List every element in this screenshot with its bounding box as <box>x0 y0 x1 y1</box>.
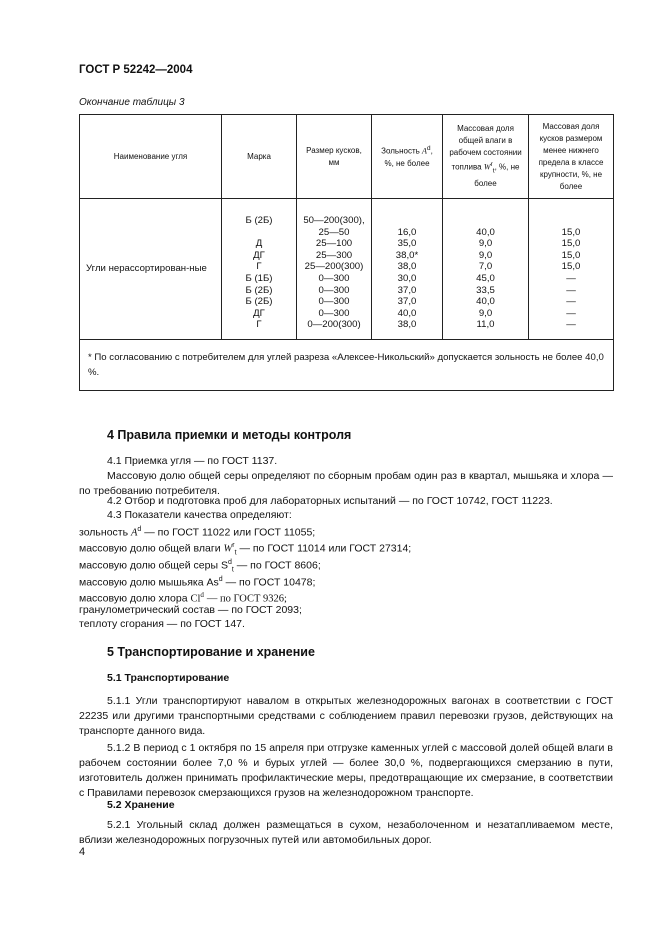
table-cell: 11,0 <box>476 319 495 331</box>
table-cell: 38,0 <box>397 261 417 273</box>
table-cell: 25—50 <box>318 226 350 238</box>
table-cell: 50—200(300), <box>303 215 365 226</box>
table-cell: 30,0 <box>397 272 417 284</box>
table-cell: 0—200(300) <box>307 319 361 331</box>
para-4-1-sulfur: Массовую долю общей серы определяют по сборным пробам один раз в квартал, мышьяка и хлора — по требованию потребителя. <box>79 470 613 497</box>
list-arsenic: массовую долю мышьяка As$^d$ — по ГОСТ 10478; <box>79 576 316 589</box>
table-cell: 0—300 <box>318 296 350 308</box>
header-size: Размер кусков, мм <box>297 115 372 199</box>
table-cell: 38,0* <box>395 249 419 261</box>
header-ash: Зольность $A^d$, %, не более <box>372 115 443 199</box>
subsection-5-1: 5.1 Транспортирование <box>107 672 230 684</box>
table-header-row <box>80 115 614 199</box>
header-grade: Марка <box>222 115 297 199</box>
table-cell: 0—300 <box>318 284 350 296</box>
para-5-1-2: 5.1.2 В период с 1 октября по 15 апреля при отгрузке каменных углей с массовой долей общей влаги в рабочем состоянии более 7,0 % и бурых углей — более 30,0 %, подвергающихся смерзанию в пути, изготовитель должен принимать профилактические меры, предотвращающие их смерзание, в соответствии с Правилами перевозок смерзающихся грузов на железнодорожном транспорте. <box>79 742 613 799</box>
table-cell: 40,0 <box>476 296 495 308</box>
list-moisture: массовую долю общей влаги $W^r_t$ — по ГОСТ 11014 или ГОСТ 27314; <box>79 542 412 557</box>
table-cell: 7,0 <box>478 261 493 273</box>
para-4-1: 4.1 Приемка угля — по ГОСТ 1137. <box>107 455 278 467</box>
coal-name-cell: Угли нерассортирован-ные <box>80 199 222 340</box>
page-number: 4 <box>79 846 86 858</box>
header-moisture: Массовая доля общей влаги в рабочем состоянии топлива $W^r_t$, %, не более <box>443 115 529 199</box>
list-ash: зольность $A^d$ — по ГОСТ 11022 или ГОСТ 11055; <box>79 526 316 539</box>
table-cell: Б (2Б) <box>245 284 273 296</box>
para-4-3: 4.3 Показатели качества определяют: <box>107 509 292 521</box>
table-cell: 15,0 <box>561 261 581 273</box>
para-5-1-1: 5.1.1 Угли транспортируют навалом в открытых железнодорожных вагонах в соответствии с ГОСТ 22235 или другими транспортными средствами с соблюдением правил перевозки грузов, действующих на транспорте данного вида. <box>79 695 613 737</box>
table-body-row <box>80 199 614 340</box>
table-cell <box>443 215 528 227</box>
table-cell: 9,0 <box>478 238 493 250</box>
table-cell: — <box>566 307 576 319</box>
table-cell: — <box>566 284 576 296</box>
table-cell: Б (2Б) <box>245 215 273 226</box>
table-cell <box>529 215 613 227</box>
table-caption: Окончание таблицы 3 <box>79 97 185 108</box>
table-cell: Г <box>256 319 262 331</box>
table-cell: 40,0 <box>476 226 495 238</box>
table-cell: 25—100 <box>315 238 353 250</box>
table-cell: 15,0 <box>561 238 581 250</box>
table-cell: 33,5 <box>476 284 495 296</box>
header-name: Наименование угля <box>80 115 222 199</box>
table-cell: 25—300 <box>315 249 353 261</box>
table-cell: 40,0 <box>397 307 417 319</box>
table-cell: 9,0 <box>478 307 493 319</box>
coal-table <box>79 114 614 391</box>
section-4-title: 4 Правила приемки и методы контроля <box>107 428 352 442</box>
section-5-title: 5 Транспортирование и хранение <box>107 645 315 659</box>
para-5-2-1: 5.2.1 Угольный склад должен размещаться в сухом, незаболоченном и незатапливаемом месте, вблизи железнодорожных погрузочных путей или автомобильных дорог. <box>79 819 613 846</box>
table-cell: 25—200(300) <box>304 261 364 273</box>
table-cell <box>222 227 296 239</box>
table-cell: 37,0 <box>397 284 417 296</box>
table-cell <box>372 215 442 227</box>
table-cell: 37,0 <box>397 296 417 308</box>
header-fines: Массовая доля кусков размером менее нижнего предела в классе крупности, %, не более <box>529 115 614 199</box>
moisture-column <box>443 199 529 340</box>
table-cell: — <box>566 296 576 308</box>
table-cell: — <box>566 319 576 331</box>
table-cell: 15,0 <box>561 249 581 261</box>
grade-column <box>222 199 297 340</box>
table-cell: 45,0 <box>476 272 495 284</box>
ash-column <box>372 199 443 340</box>
table-cell: 15,0 <box>561 226 581 238</box>
table-cell: 0—300 <box>318 307 350 319</box>
list-chlorine: массовую долю хлора Cl$^d$ — по ГОСТ 9326; <box>79 591 287 605</box>
table-cell: 38,0 <box>397 319 417 331</box>
table-cell: Б (1Б) <box>245 272 273 284</box>
footnote-row <box>80 339 614 390</box>
table-cell: ДГ <box>253 307 265 319</box>
table-cell: 0—300 <box>318 272 350 284</box>
subsection-5-2: 5.2 Хранение <box>107 799 175 811</box>
table-cell: 16,0 <box>397 226 417 238</box>
list-heat: теплоту сгорания — по ГОСТ 147. <box>79 618 245 630</box>
table-cell: Б (2Б) <box>245 296 273 308</box>
table-cell: — <box>566 272 576 284</box>
size-column <box>297 199 372 340</box>
table-cell: 9,0 <box>478 249 493 261</box>
para-4-2: 4.2 Отбор и подготовка проб для лабораторных испытаний — по ГОСТ 10742, ГОСТ 11223. <box>107 495 553 507</box>
table-cell: ДГ <box>253 249 265 261</box>
list-sulfur: массовую долю общей серы $S^d_t$ — по ГОСТ 8606; <box>79 559 321 574</box>
table-footnote: * По согласованию с потребителем для углей разреза «Алексее-Никольский» допускается зольность не более 40,0 %. <box>80 339 614 390</box>
table-cell: 35,0 <box>397 238 417 250</box>
table-cell: Г <box>256 261 262 273</box>
fines-column <box>529 199 614 340</box>
standard-number: ГОСТ Р 52242—2004 <box>79 64 193 76</box>
list-granulometry: гранулометрический состав — по ГОСТ 2093; <box>79 604 302 616</box>
table-cell: Д <box>255 238 263 250</box>
